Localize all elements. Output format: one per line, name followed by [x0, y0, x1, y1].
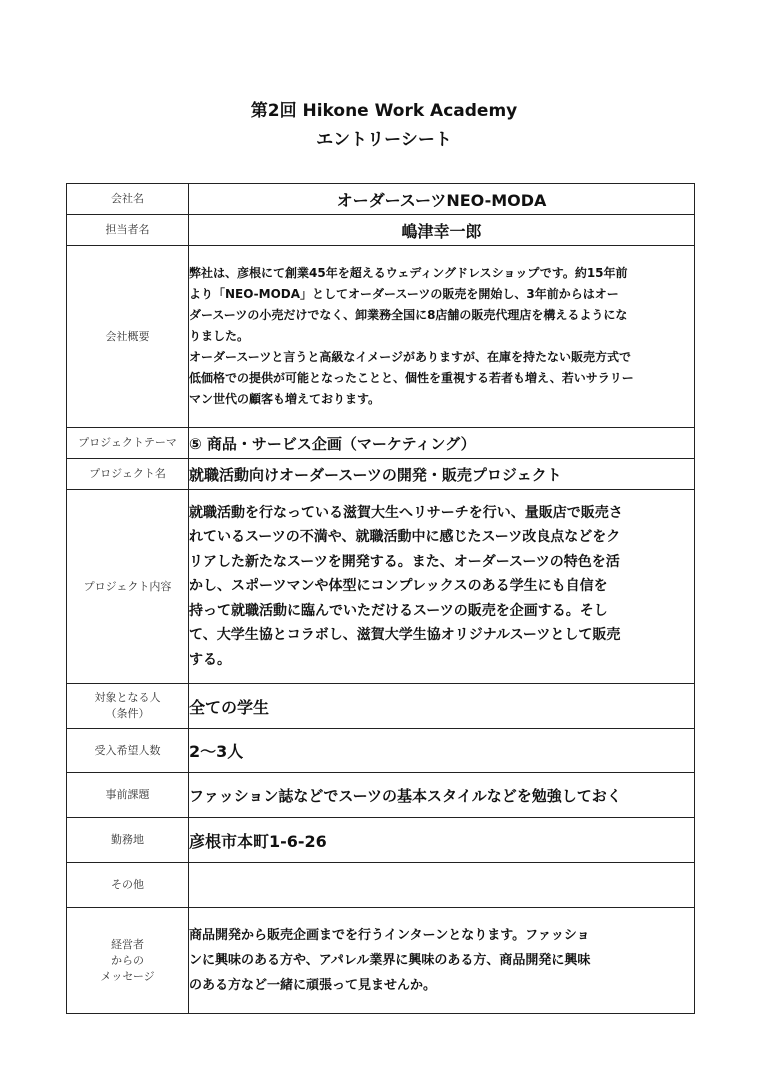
project-name-value: 就職活動向けオーダースーツの開発・販売プロジェクト — [189, 459, 695, 490]
document-subtitle: エントリーシート — [316, 130, 452, 150]
project-content-line: かし、スポーツマンや体型にコンプレックスのある学生にも自信を — [189, 578, 608, 595]
company-value: オーダースーツNEO-MODA — [189, 184, 695, 215]
row-company — [67, 184, 695, 215]
headcount-label: 受入希望人数 — [67, 729, 189, 773]
overview-value — [189, 246, 695, 428]
pre-task-value: ファッション誌などでスーツの基本スタイルなどを勉強しておく — [189, 773, 695, 818]
message-line: 商品開発から販売企画までを行うインターンとなります。ファッショ — [189, 928, 590, 943]
overview-line: りました。 — [189, 329, 250, 343]
overview-line: マン世代の顧客も増えております。 — [189, 392, 381, 406]
row-overview — [67, 246, 695, 428]
theme-value: ⑤ 商品・サービス企画（マーケティング） — [189, 428, 695, 459]
project-content-line: 持って就職活動に臨んでいただけるスーツの販売を企画する。そし — [189, 602, 608, 619]
target-label-line: （条件） — [105, 707, 150, 720]
headcount-value: 2～3人 — [189, 729, 695, 773]
overview-line: オーダースーツと言うと高級なイメージがありますが、在庫を持たない販売方式で — [189, 350, 631, 364]
overview-line: 弊社は、彦根にて創業45年を超えるウェディングドレスショップです。約15年前 — [189, 266, 628, 280]
target-label — [67, 684, 189, 729]
row-project-content — [67, 490, 695, 684]
overview-line: ダースーツの小売だけでなく、卸業務全国に8店舗の販売代理店を構えるようにな — [189, 308, 628, 322]
other-value — [189, 863, 695, 908]
pre-task-label: 事前課題 — [67, 773, 189, 818]
row-contact — [67, 215, 695, 246]
row-other — [67, 863, 695, 908]
company-label: 会社名 — [67, 184, 189, 215]
project-content-value — [189, 490, 695, 684]
contact-value: 嶋津幸一郎 — [189, 215, 695, 246]
location-value: 彦根市本町1-6-26 — [189, 818, 695, 863]
row-theme — [67, 428, 695, 459]
row-project-name — [67, 459, 695, 490]
target-label-line: 対象となる人 — [94, 691, 161, 704]
message-label-line: からの — [111, 953, 144, 967]
row-headcount — [67, 729, 695, 773]
project-content-line: 就職活動を行なっている滋賀大生へリサーチを行い、量販店で販売さ — [189, 505, 623, 522]
entry-sheet-table — [66, 183, 695, 1014]
message-value — [189, 908, 695, 1014]
contact-label: 担当者名 — [67, 215, 189, 246]
project-name-label: プロジェクト名 — [67, 459, 189, 490]
row-location — [67, 818, 695, 863]
document-title: 第2回 Hikone Work Academy — [250, 101, 518, 121]
overview-label: 会社概要 — [67, 246, 189, 428]
project-content-line: れているスーツの不満や、就職活動中に感じたスーツ改良点などをク — [189, 529, 621, 546]
message-line: のある方など一緒に頑張って見ませんか。 — [189, 978, 437, 993]
theme-label: プロジェクトテーマ — [67, 428, 189, 459]
target-value: 全ての学生 — [189, 684, 695, 729]
project-content-line: て、大学生協とコラボし、滋賀大学生協オリジナルスーツとして販売 — [189, 627, 621, 644]
message-line: ンに興味のある方や、アパレル業界に興味のある方、商品開発に興味 — [189, 953, 591, 968]
row-message — [67, 908, 695, 1014]
project-content-line: する。 — [189, 651, 231, 668]
message-label-line: 経営者 — [111, 937, 144, 951]
overview-line: より「NEO-MODA」としてオーダースーツの販売を開始し、3年前からはオー — [189, 287, 619, 301]
row-target — [67, 684, 695, 729]
message-label — [67, 908, 189, 1014]
location-label: 勤務地 — [67, 818, 189, 863]
project-content-line: リアした新たなスーツを開発する。また、オーダースーツの特色を活 — [189, 553, 620, 570]
project-content-label: プロジェクト内容 — [67, 490, 189, 684]
message-label-line: メッセージ — [100, 969, 155, 983]
other-label: その他 — [67, 863, 189, 908]
overview-line: 低価格での提供が可能となったことと、個性を重視する若者も増え、若いサラリー — [189, 371, 634, 385]
row-pre-task — [67, 773, 695, 818]
